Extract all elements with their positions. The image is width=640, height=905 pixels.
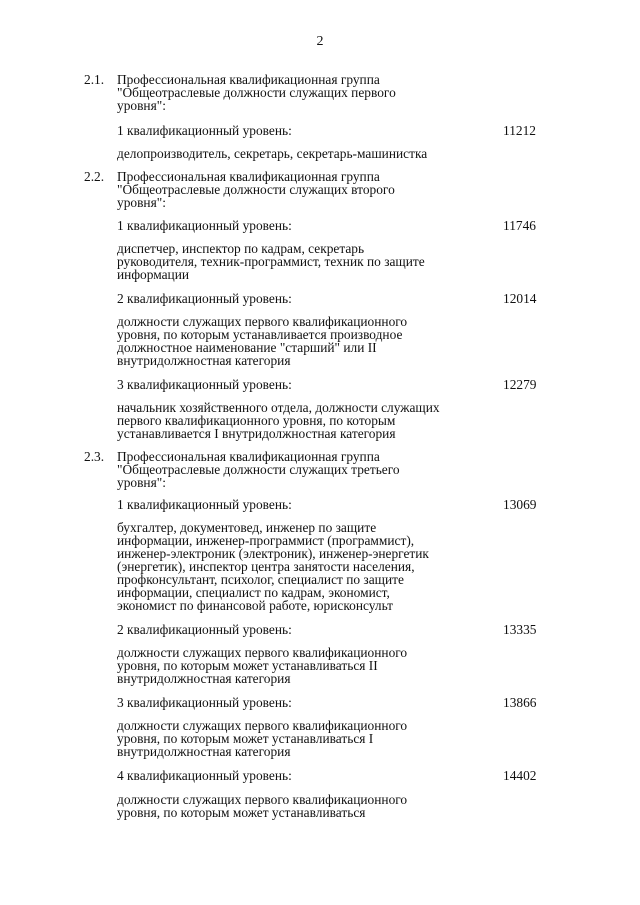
- level-value: 14402: [503, 768, 537, 783]
- level-label: 1 квалификационный уровень:: [117, 497, 292, 512]
- level-value: 12014: [503, 291, 537, 306]
- title-line: "Общеотраслевые должности служащих третьего: [117, 462, 400, 477]
- description-line: уровня, по которым может устанавливаться I: [117, 731, 374, 746]
- title-line: "Общеотраслевые должности служащих второго: [117, 182, 395, 197]
- description-line: должности служащих первого квалификационного: [117, 792, 408, 807]
- description-line: информации, специалист по кадрам, экономист,: [117, 585, 390, 600]
- level-label: 1 квалификационный уровень:: [117, 123, 292, 138]
- title-line: Профессиональная квалификационная группа: [117, 169, 380, 184]
- level-label: 1 квалификационный уровень:: [117, 218, 292, 233]
- description-line: делопроизводитель, секретарь, секретарь-машинистка: [117, 146, 428, 161]
- description-line: инженер-электроник (электроник), инженер-энергетик: [117, 546, 429, 561]
- section-number: 2.2.: [84, 169, 105, 184]
- description-line: (энергетик), инспектор центра занятости населения,: [117, 559, 415, 574]
- title-line: Профессиональная квалификационная группа: [117, 449, 380, 464]
- description-line: уровня, по которым устанавливается производное: [117, 327, 403, 342]
- title-line: Профессиональная квалификационная группа: [117, 72, 380, 87]
- section-title: [117, 170, 492, 209]
- page-number: 2: [316, 34, 324, 49]
- title-line: уровня":: [117, 98, 166, 113]
- level-value: 11746: [503, 218, 536, 233]
- description-line: первого квалификационного уровня, по которым: [117, 413, 396, 428]
- title-line: уровня":: [117, 195, 166, 210]
- section-title: [117, 450, 492, 489]
- section-number: 2.3.: [84, 449, 105, 464]
- description-line: начальник хозяйственного отдела, должности служащих: [117, 400, 440, 415]
- level-value: 13335: [503, 622, 537, 637]
- description-line: внутридолжностная категория: [117, 744, 291, 759]
- description-line: должности служащих первого квалификационного: [117, 314, 408, 329]
- description-line: должности служащих первого квалификационного: [117, 645, 408, 660]
- description-line: уровня, по которым может устанавливаться II: [117, 658, 378, 673]
- title-line: уровня":: [117, 475, 166, 490]
- level-label: 4 квалификационный уровень:: [117, 768, 292, 783]
- section-title: [117, 73, 492, 112]
- description-line: информации, инженер-программист (программист),: [117, 533, 415, 548]
- level-value: 11212: [503, 123, 536, 138]
- description-line: диспетчер, инспектор по кадрам, секретарь: [117, 241, 365, 256]
- level-value: 13866: [503, 695, 537, 710]
- level-label: 2 квалификационный уровень:: [117, 291, 292, 306]
- description-line: профконсультант, психолог, специалист по защите: [117, 572, 404, 587]
- level-label: 3 квалификационный уровень:: [117, 377, 292, 392]
- level-label: 2 квалификационный уровень:: [117, 622, 292, 637]
- description-line: руководителя, техник-программист, техник по защите: [117, 254, 425, 269]
- description-line: устанавливается I внутридолжностная категория: [117, 426, 396, 441]
- level-value: 12279: [503, 377, 537, 392]
- description-line: должности служащих первого квалификационного: [117, 718, 408, 733]
- description-line: внутридолжностная категория: [117, 353, 291, 368]
- level-label: 3 квалификационный уровень:: [117, 695, 292, 710]
- description-line: должностное наименование "старший" или II: [117, 340, 377, 355]
- description-line: экономист по финансовой работе, юрисконсульт: [117, 598, 394, 613]
- description-line: внутридолжностная категория: [117, 671, 291, 686]
- title-line: "Общеотраслевые должности служащих первого: [117, 85, 396, 100]
- description-line: бухгалтер, документовед, инженер по защите: [117, 520, 377, 535]
- description-line: информации: [117, 267, 190, 282]
- level-value: 13069: [503, 497, 537, 512]
- description-line: уровня, по которым может устанавливаться: [117, 805, 366, 820]
- section-number: 2.1.: [84, 72, 105, 87]
